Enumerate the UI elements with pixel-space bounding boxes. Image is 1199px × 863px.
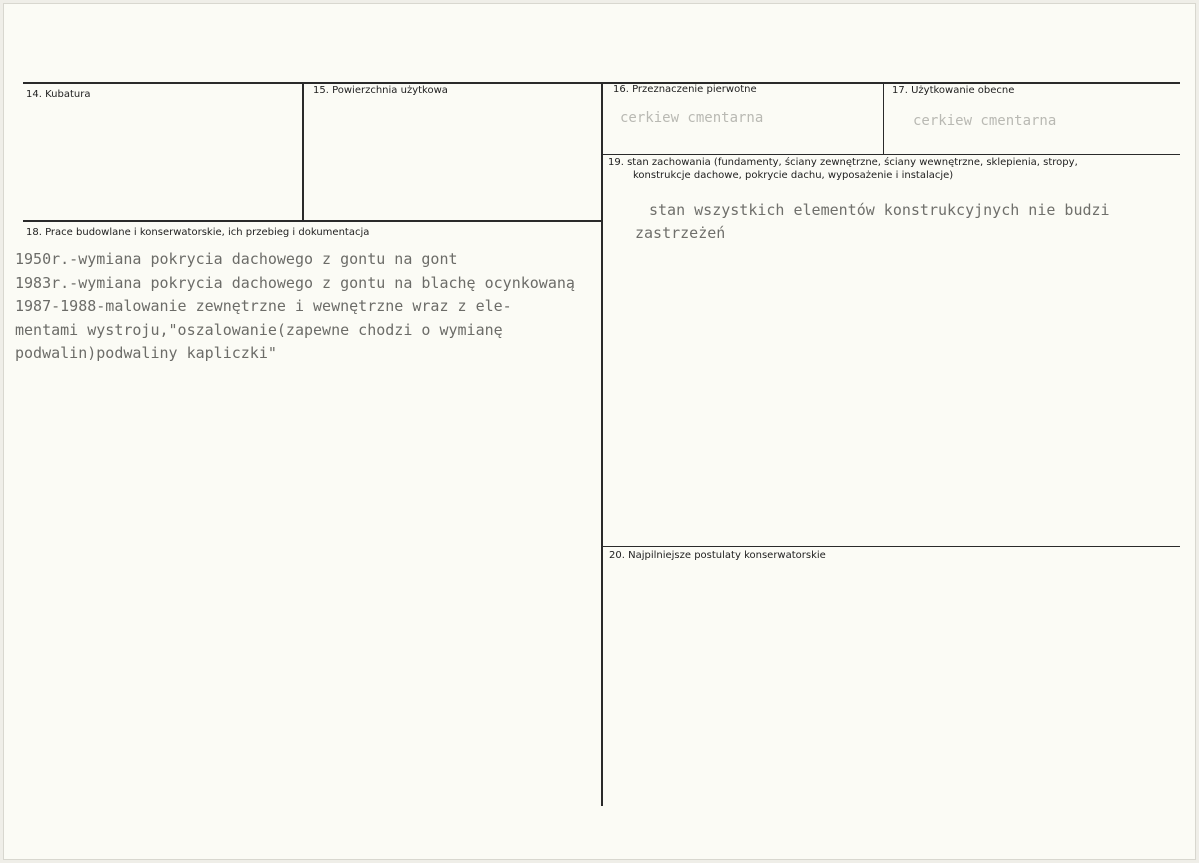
field-20-label: 20. Najpilniejsze postulaty konserwatorskie [609,550,826,561]
rule-above-18 [23,220,601,222]
field-15-label: 15. Powierzchnia użytkowa [313,85,448,96]
field-16-value: cerkiew cmentarna [620,110,764,126]
field-19-line-1: stan wszystkich elementów konstrukcyjnych nie budzi [649,201,1110,219]
field-18-line-2: 1983r.-wymiana pokrycia dachowego z gontu na blachę ocynkowaną [15,273,575,292]
field-14-label: 14. Kubatura [26,89,91,100]
divider-14-15 [302,82,304,220]
rule-above-19 [602,154,1180,155]
field-18-text [15,248,575,366]
record-card [3,3,1196,860]
field-19-label-line1: 19. stan zachowania (fundamenty, ściany zewnętrzne, ściany wewnętrzne, sklepienia, stropy, [608,157,1078,168]
field-19-line-2: zastrzeżeń [635,224,726,242]
divider-16-17 [883,82,884,154]
field-18-label: 18. Prace budowlane i konserwatorskie, ich przebieg i dokumentacja [26,227,370,238]
field-17-label: 17. Użytkowanie obecne [892,85,1015,96]
field-19-label-line2: konstrukcje dachowe, pokrycie dachu, wyposażenie i instalacje) [633,170,954,181]
field-18-line-1: 1950r.-wymiana pokrycia dachowego z gontu na gont [15,250,458,268]
rule-above-20 [602,546,1180,547]
field-18-line-4: mentami wystroju,"oszalowanie(zapewne chodzi o wymianę [15,320,503,339]
field-16-label: 16. Przeznaczenie pierwotne [613,84,757,95]
field-18-line-3: 1987-1988-malowanie zewnętrzne i wewnętrzne wraz z ele- [15,297,512,315]
divider-center [601,82,603,806]
field-17-value: cerkiew cmentarna [913,113,1057,129]
field-18-line-5: podwalin)podwaliny kapliczki" [15,344,277,362]
